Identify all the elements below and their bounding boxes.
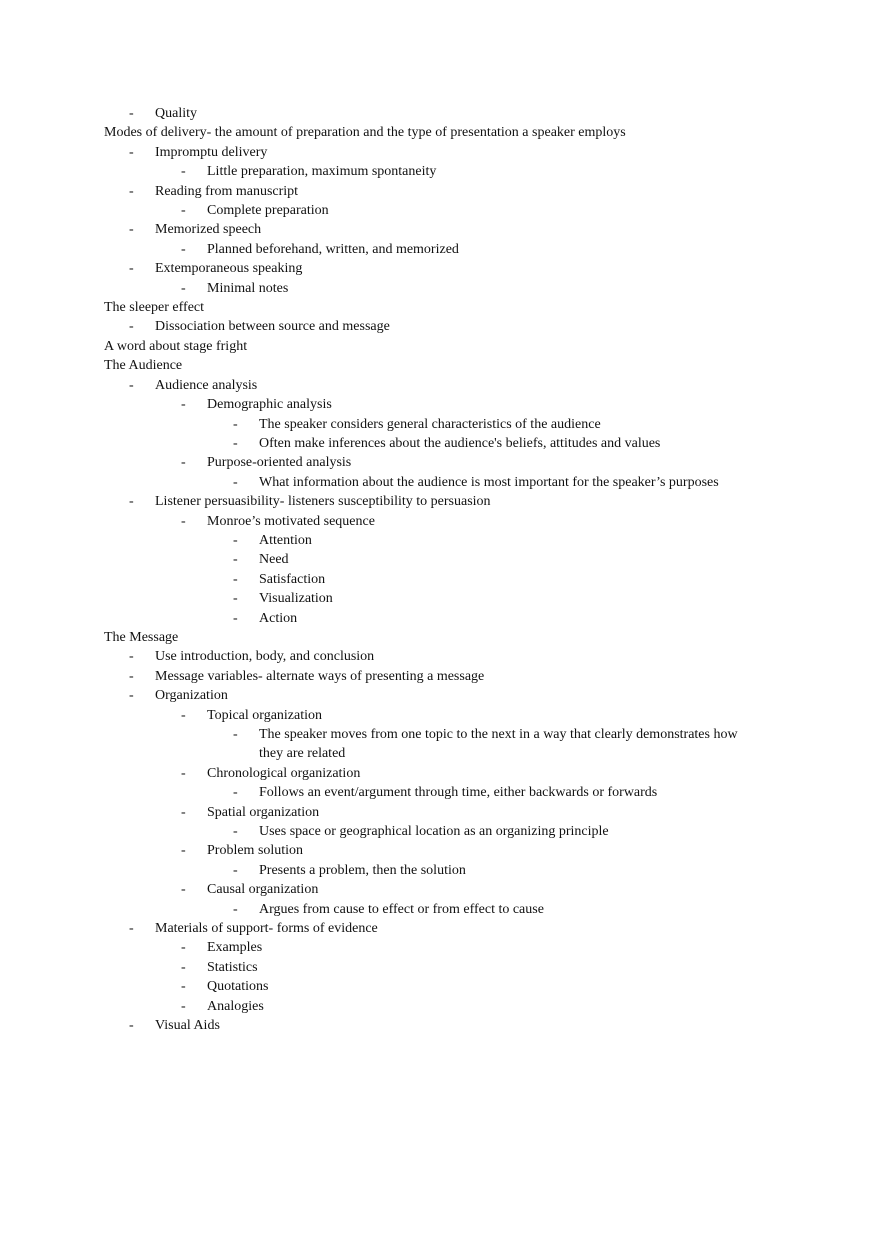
outline-text: Examples — [207, 940, 263, 956]
outline-item — [104, 512, 764, 531]
outline-item — [104, 647, 764, 666]
outline-item — [104, 686, 764, 705]
outline-item — [104, 803, 764, 822]
outline-text: Message variables- alternate ways of presenting a message — [155, 668, 485, 684]
outline-text: they are related — [259, 746, 346, 762]
outline-text: Audience analysis — [155, 377, 258, 393]
bullet-dash: - — [129, 222, 134, 238]
outline-text: Uses space or geographical location as an organizing principle — [259, 824, 609, 840]
outline-item — [104, 938, 764, 957]
bullet-dash: - — [129, 668, 134, 684]
outline-text: Reading from manuscript — [155, 183, 299, 199]
outline-text: The sleeper effect — [104, 300, 205, 316]
bullet-dash: - — [181, 397, 186, 413]
bullet-dash: - — [181, 164, 186, 180]
outline-text: Minimal notes — [207, 280, 289, 296]
outline-text: Presents a problem, then the solution — [259, 862, 466, 878]
outline-item — [104, 201, 764, 220]
outline-item — [104, 900, 764, 919]
bullet-dash: - — [233, 532, 238, 548]
bullet-dash: - — [181, 998, 186, 1014]
outline-text: Demographic analysis — [207, 397, 332, 413]
outline-item — [104, 744, 764, 763]
outline-text: Modes of delivery- the amount of preparation and the type of presentation a speaker employs — [104, 125, 626, 141]
bullet-dash: - — [181, 241, 186, 257]
outline-text: The Message — [104, 629, 179, 645]
outline-text: Topical organization — [207, 707, 323, 723]
outline-item — [104, 1016, 764, 1035]
bullet-dash: - — [181, 940, 186, 956]
outline-text: Organization — [155, 688, 228, 704]
outline-item — [104, 783, 764, 802]
outline-item — [104, 570, 764, 589]
outline-item — [104, 279, 764, 298]
bullet-dash: - — [233, 824, 238, 840]
outline-text: Quality — [155, 106, 197, 121]
outline-item — [104, 997, 764, 1016]
outline-text: Little preparation, maximum spontaneity — [207, 164, 437, 180]
outline-text: Analogies — [207, 998, 264, 1014]
notes-outline — [104, 104, 764, 1036]
outline-text: Listener persuasibility- listeners susceptibility to persuasion — [155, 494, 491, 510]
bullet-dash: - — [233, 901, 238, 917]
outline-text: Visualization — [259, 591, 333, 607]
outline-text: Complete preparation — [207, 203, 329, 219]
outline-item — [104, 764, 764, 783]
outline-text: The Audience — [104, 358, 183, 374]
outline-item — [104, 841, 764, 860]
outline-text: Argues from cause to effect or from effect to cause — [259, 901, 544, 917]
section-heading — [104, 123, 764, 142]
bullet-dash: - — [233, 862, 238, 878]
bullet-dash: - — [181, 455, 186, 471]
outline-text: Impromptu delivery — [155, 144, 268, 160]
outline-item — [104, 531, 764, 550]
bullet-dash: - — [181, 804, 186, 820]
outline-text: Need — [259, 552, 289, 568]
bullet-dash: - — [181, 959, 186, 975]
section-heading — [104, 337, 764, 356]
outline-text: Attention — [259, 532, 312, 548]
outline-item — [104, 550, 764, 569]
bullet-dash: - — [233, 416, 238, 432]
outline-text: The speaker moves from one topic to the next in a way that clearly demonstrates how — [259, 727, 738, 742]
outline-item — [104, 453, 764, 472]
outline-text: Planned beforehand, written, and memorized — [207, 241, 459, 257]
outline-text: Monroe’s motivated sequence — [207, 513, 375, 529]
outline-text: Memorized speech — [155, 222, 262, 238]
outline-item — [104, 104, 764, 123]
bullet-dash: - — [233, 474, 238, 490]
outline-item — [104, 395, 764, 414]
bullet-dash: - — [129, 649, 134, 665]
outline-text: Use introduction, body, and conclusion — [155, 649, 375, 665]
bullet-dash: - — [181, 203, 186, 219]
outline-text: Visual Aids — [155, 1018, 220, 1034]
outline-item — [104, 958, 764, 977]
section-heading — [104, 298, 764, 317]
bullet-dash: - — [129, 1018, 134, 1034]
bullet-dash: - — [181, 280, 186, 296]
bullet-dash: - — [129, 688, 134, 704]
outline-item — [104, 317, 764, 336]
outline-item — [104, 919, 764, 938]
bullet-dash: - — [233, 571, 238, 587]
outline-item — [104, 240, 764, 259]
outline-item — [104, 182, 764, 201]
outline-item — [104, 415, 764, 434]
outline-item — [104, 706, 764, 725]
outline-item — [104, 162, 764, 181]
bullet-dash: - — [181, 882, 186, 898]
outline-item — [104, 725, 764, 744]
section-heading — [104, 628, 764, 647]
outline-item — [104, 220, 764, 239]
bullet-dash: - — [233, 785, 238, 801]
bullet-dash: - — [129, 494, 134, 510]
outline-text: Problem solution — [207, 843, 304, 859]
outline-item — [104, 376, 764, 395]
outline-text: Spatial organization — [207, 804, 320, 820]
outline-item — [104, 822, 764, 841]
bullet-dash: - — [181, 843, 186, 859]
bullet-dash: - — [233, 610, 238, 626]
outline-text: Often make inferences about the audience's beliefs, attitudes and values — [259, 435, 661, 451]
outline-text: Quotations — [207, 979, 269, 995]
outline-item — [104, 589, 764, 608]
bullet-dash: - — [181, 979, 186, 995]
bullet-dash: - — [129, 921, 134, 937]
outline-text: Causal organization — [207, 882, 319, 898]
bullet-dash: - — [233, 435, 238, 451]
bullet-dash: - — [233, 591, 238, 607]
bullet-dash: - — [129, 183, 134, 199]
bullet-dash: - — [181, 513, 186, 529]
bullet-dash: - — [233, 727, 238, 742]
outline-text: The speaker considers general characteristics of the audience — [259, 416, 601, 432]
bullet-dash: - — [181, 707, 186, 723]
outline-text: Dissociation between source and message — [155, 319, 390, 335]
bullet-dash: - — [129, 261, 134, 277]
outline-item — [104, 977, 764, 996]
bullet-dash: - — [233, 552, 238, 568]
outline-text: Statistics — [207, 959, 258, 975]
outline-item — [104, 143, 764, 162]
outline-text: Materials of support- forms of evidence — [155, 921, 378, 937]
outline-text: Follows an event/argument through time, either backwards or forwards — [259, 785, 658, 801]
outline-item — [104, 492, 764, 511]
outline-text: What information about the audience is most important for the speaker’s purposes — [259, 474, 719, 490]
outline-item — [104, 861, 764, 880]
outline-text: Satisfaction — [259, 571, 326, 587]
outline-item — [104, 434, 764, 453]
outline-text: Chronological organization — [207, 765, 361, 781]
outline-item — [104, 667, 764, 686]
outline-item — [104, 609, 764, 628]
outline-text: Extemporaneous speaking — [155, 261, 303, 277]
outline-item — [104, 473, 764, 492]
bullet-dash: - — [129, 106, 134, 121]
outline-item — [104, 880, 764, 899]
bullet-dash: - — [129, 377, 134, 393]
section-heading — [104, 356, 764, 375]
outline-text: Purpose-oriented analysis — [207, 455, 352, 471]
outline-text: Action — [259, 610, 298, 626]
outline-text: A word about stage fright — [104, 338, 248, 354]
bullet-dash: - — [181, 765, 186, 781]
bullet-dash: - — [129, 144, 134, 160]
bullet-dash: - — [129, 319, 134, 335]
outline-item — [104, 259, 764, 278]
